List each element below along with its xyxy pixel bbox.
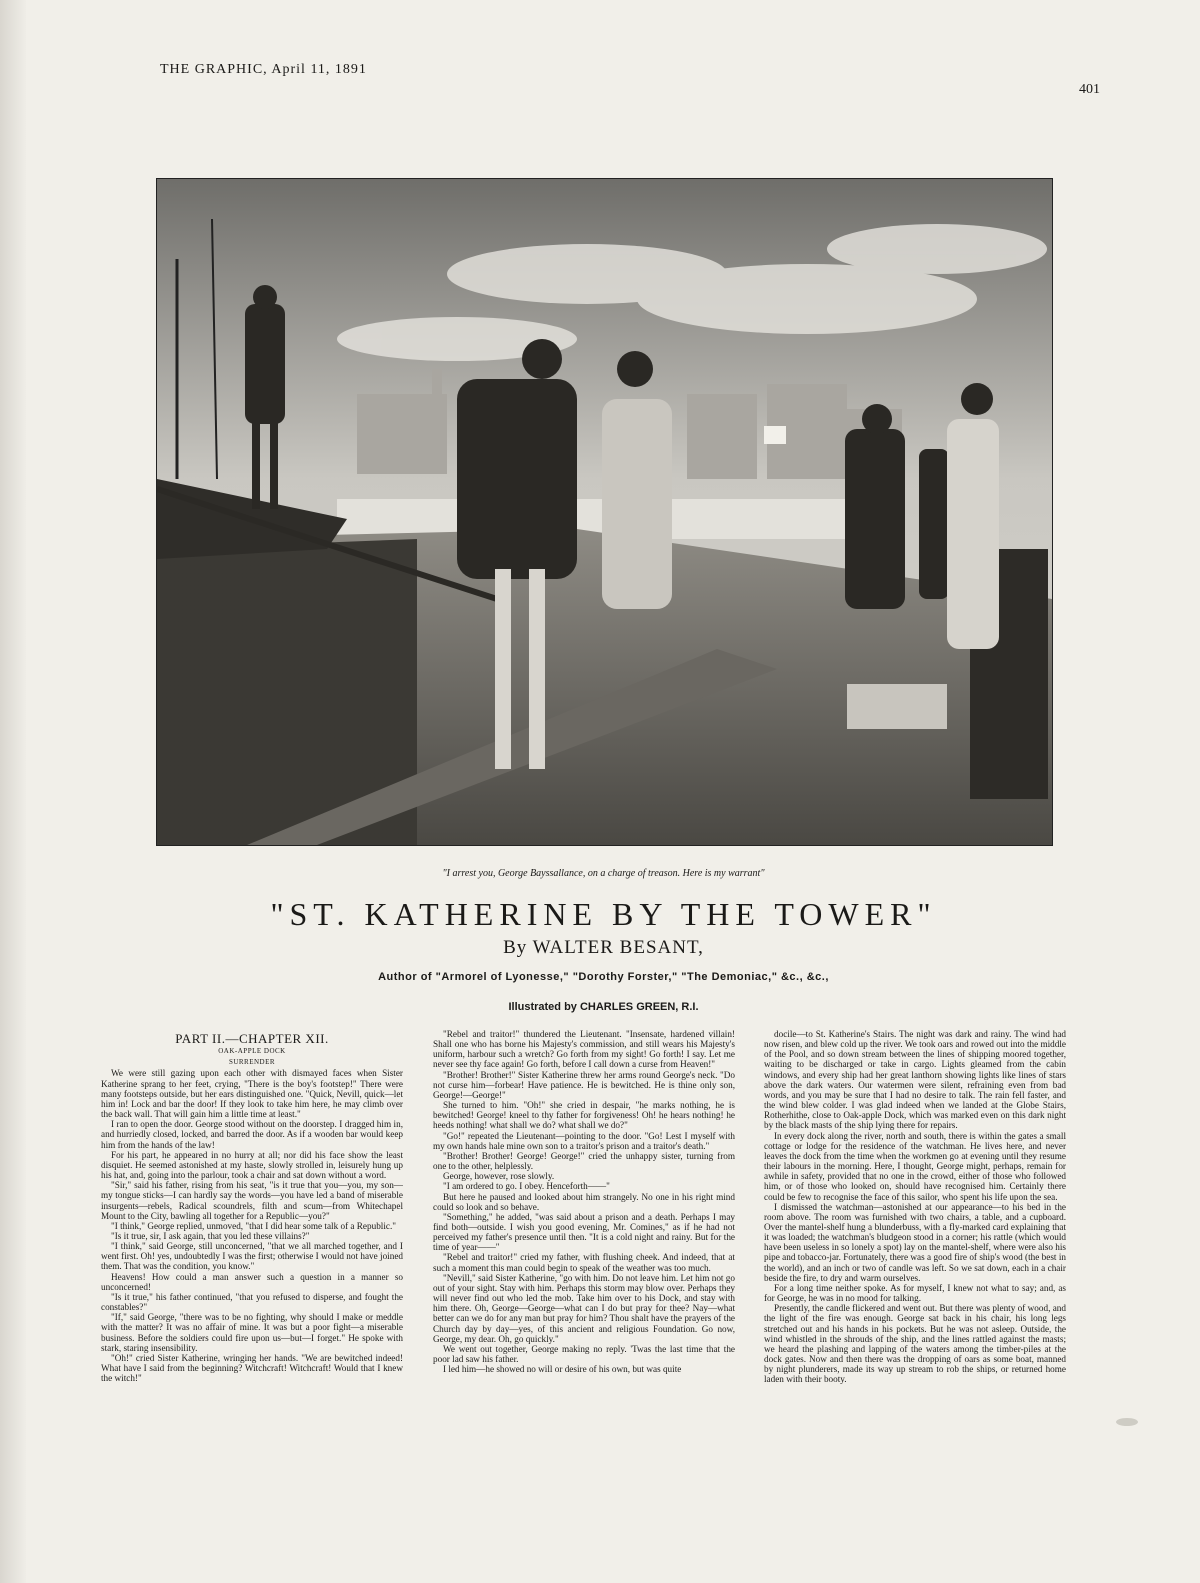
- author-works: Author of "Armorel of Lyonesse," "Dorothy Forster," "The Demoniac," &c., &c.,: [378, 971, 829, 983]
- warrant-paper: [764, 426, 786, 444]
- paragraph: For a long time neither spoke. As for myself, I knew not what to say; and, as for George, he was in no mood for talking.: [764, 1282, 1066, 1304]
- paragraph: "Oh!" cried Sister Katherine, wringing her hands. "We are bewitched indeed! What have I said from the beginning? Witchcraft! Witchcraft! Would that I knew the witch!": [101, 1352, 403, 1384]
- paragraph: "Is it true," his father continued, "that you refused to disperse, and fought the constables?": [101, 1291, 403, 1313]
- part-heading: PART II.—CHAPTER XII.: [175, 1031, 329, 1046]
- paragraph: In every dock along the river, north and south, there is within the gates a small cottage or lodge for the residence of the watchman. He lives here, and never leaves the dock from the time when the workmen go at evening until they resume their labours in the morning. Here, I thought, George might, perhaps, remain for awhile in safety, provided that no one in the crowd, either of those who followed him, or of those who looked on, should have recognised him. Certainly there could be few to recognise the face of this sailor, who spent his life upon the sea.: [764, 1130, 1066, 1202]
- paragraph: "I think," said George, still unconcerned, "that we all marched together, and I went first. Oh! yes, undoubtedly I was the first; otherwise I would not have joined them. That was the condition, you know.": [101, 1241, 403, 1272]
- article-byline: By WALTER BESANT,: [503, 937, 704, 958]
- paragraph: But here he paused and looked about him strangely. No one in his right mind could so look and so behave.: [433, 1191, 735, 1212]
- paragraph: For his part, he appeared in no hurry at all; nor did his face show the least disquiet. He seemed astonished at my haste, slowly strolled in, leisurely hung up his hat, and, going into the parlour, took a chair and sat down without a word.: [101, 1149, 403, 1181]
- paragraph: "Sir," said his father, rising from his seat, "is it true that you—you, my son—my tongue sticks—I can hardly say the words—you have led a band of miserable insurgents—rebels, Radical scoundrels, filth and scum—from Whitechapel Mount to the City, bawling all together for a Republic—you?": [101, 1180, 403, 1221]
- paragraph: docile—to St. Katherine's Stairs. The night was dark and rainy. The wind had now risen, and blew cold up the river. We took oars and rowed out into the middle of the Pool, and so down stream between the lines of shipping moored together, waiting to be discharged or take in cargo. Lights gleamed from the cabin windows, and every ship had her great lanthorn showing lights like lines of stars above the dark waters. Our watermen were silent, refraining even from bad words, and you may be sure that I had no desire to talk. The rain fell faster, and the wind blew colder. I was glad indeed when we landed at the Globe Stairs, Rotherhithe, close to Oak-apple Dock, which was marked even on this dark night by the black masts of the ship lying there for repairs.: [764, 1029, 1066, 1131]
- paragraph: She turned to him. "Oh!" she cried in despair, "he marks nothing, he is bewitched! George! kneel to thy father for forgiveness! Oh! he hears nothing! he heeds nothing! what shall we do? what shall we do?": [433, 1100, 735, 1131]
- paragraph: I ran to open the door. George stood without on the doorstep. I dragged him in, and hurriedly closed, locked, and barred the door. As if a wooden bar would keep him from the hands of the law!: [101, 1119, 403, 1150]
- paragraph: "Is it true, sir, I ask again, that you led these villains?": [111, 1230, 310, 1241]
- paragraph: We went out together, George making no reply. 'Twas the last time that the poor lad saw his father.: [433, 1343, 735, 1364]
- page-number: 401: [1079, 82, 1100, 97]
- stone-block: [847, 684, 947, 729]
- page-binding-edge: [0, 0, 26, 1583]
- paragraph: I led him—he showed no will or desire of his own, but was quite: [443, 1364, 682, 1375]
- article-title: "ST. KATHERINE BY THE TOWER": [270, 896, 937, 932]
- text-column-2: [433, 1029, 735, 1374]
- paragraph: "Brother! Brother! George! George!" cried the unhappy sister, turning from one to the other, helplessly.: [433, 1150, 735, 1172]
- text-column-3: [764, 1029, 1066, 1384]
- running-header: [160, 62, 1100, 97]
- paragraph: "Nevill," said Sister Katherine, "go with him. Do not leave him. Let him not go out of your sight. Stay with him. Perhaps this storm may blow over. Perhaps they will never find out who led the mob. Take him over to his Dock, and stay with him there. Oh, George—George—what can I do but pray for thee? Nay—what better can we do for any man but pray for him? Thou shalt have the prayers of the Church day by day—yes, of this ancient and religious Foundation. Go now, George, my dear. Oh, go quickly.": [433, 1272, 735, 1344]
- paragraph: "Rebel and traitor!" cried my father, with flushing cheek. And indeed, that at such a moment this man could begin to speak of the weather was too much.: [433, 1252, 735, 1273]
- engraving-scene: [157, 179, 1052, 845]
- paragraph: "I am ordered to go. I obey. Henceforth——": [443, 1181, 610, 1192]
- paragraph: "Go!" repeated the Lieutenant—pointing to the door. "Go! Lest I myself with my own hands hale mine own son to a traitor's prison and a traitor's death.": [433, 1130, 735, 1151]
- paragraph: "I think," George replied, unmoved, "that I did hear some talk of a Republic.": [111, 1220, 397, 1231]
- illustration-caption: "I arrest you, George Bayssallance, on a charge of treason. Here is my warrant": [442, 868, 765, 879]
- ink-smudge: [1116, 1418, 1138, 1426]
- paragraph: "Something," he added, "was said about a prison and a death. Perhaps I may find both—outside. I wish you good evening, Mr. Comines," as if he had not perceived my father's presence until then. "It is a cold night and rainy. But for the time of year——": [433, 1211, 735, 1253]
- paragraph: "Rebel and traitor!" thundered the Lieutenant. "Insensate, hardened villain! Shall one who has borne his Majesty's commission, and still wears his Majesty's uniform, harbour such a wretch? Go forth from my sight! Go forth! I say. Let me never see thy face again! Go forth, before I call down a curse from Heaven!": [433, 1029, 735, 1070]
- chapter-title: OAK-APPLE DOCK: [218, 1047, 286, 1056]
- text-column-1: [101, 1031, 403, 1384]
- paragraph: "Brother! Brother!" Sister Katherine threw her arms round George's neck. "Do not curse him—forbear! Have patience. He is bewitched. He is thine only son, George!—George!": [433, 1069, 735, 1100]
- paragraph: "If," said George, "there was to be no fighting, why should I make or meddle with the matter? It was no affair of mine. It was but a poor fight—a miserable business. Before the soldiers could fire upon us—but—I forget." He spoke with stark, staring insensibility.: [101, 1312, 403, 1353]
- illustrator-credit: Illustrated by CHARLES GREEN, R.I.: [508, 1001, 699, 1013]
- paragraph: George, however, rose slowly.: [443, 1171, 555, 1182]
- engraving-illustration: [156, 178, 1053, 846]
- chapter-subtitle: SURRENDER: [228, 1058, 276, 1067]
- paragraph: I dismissed the watchman—astonished at our appearance—to his bed in the room above. The room was furnished with two chairs, a table, and a cupboard. Over the mantel-shelf hung a blunderbuss, with a fly-marked card explaining that it was loaded; the watchman's bludgeon stood in a corner; his rattle (which would have been useless in so lonely a spot) lay on the mantel-shelf, where were also his pipe and tobacco-jar. Fortunately, there was a good fire of ship's wood (the best in the world), and an inch or two of candle was left. So we sat down, each in a chair beside the fire, to dry and warm ourselves.: [764, 1201, 1066, 1283]
- paragraph: Presently, the candle flickered and went out. But there was plenty of wood, and the light of the fire was enough. George sat back in his chair, his long legs stretched out and his hands in his pockets. But he was not asleep. Outside, the wind whistled in the shrouds of the ship, and the lines rattled against the masts; we heard the plashing and lapping of the waters among the timber-piles at the dock gates. Now and then there was the dropping of oars as some boat, manned by night plunderers, made its way up stream to rob the ships, or returned home laden with their booty.: [764, 1303, 1066, 1385]
- paragraph: We were still gazing upon each other with dismayed faces when Sister Katherine sprang to her feet, crying, "There is the boy's footstep!" There were many footsteps outside, but her ears distinguished one. "Quick, Nevill, quick—let him in! Lock and bar the door! If they look to take him here, he may climb over the back wall. That will gain him a little time at least.": [101, 1068, 403, 1120]
- running-title: THE GRAPHIC, April 11, 1891: [160, 62, 367, 77]
- paragraph: Heavens! How could a man answer such a question in a manner so unconcerned!: [101, 1271, 403, 1292]
